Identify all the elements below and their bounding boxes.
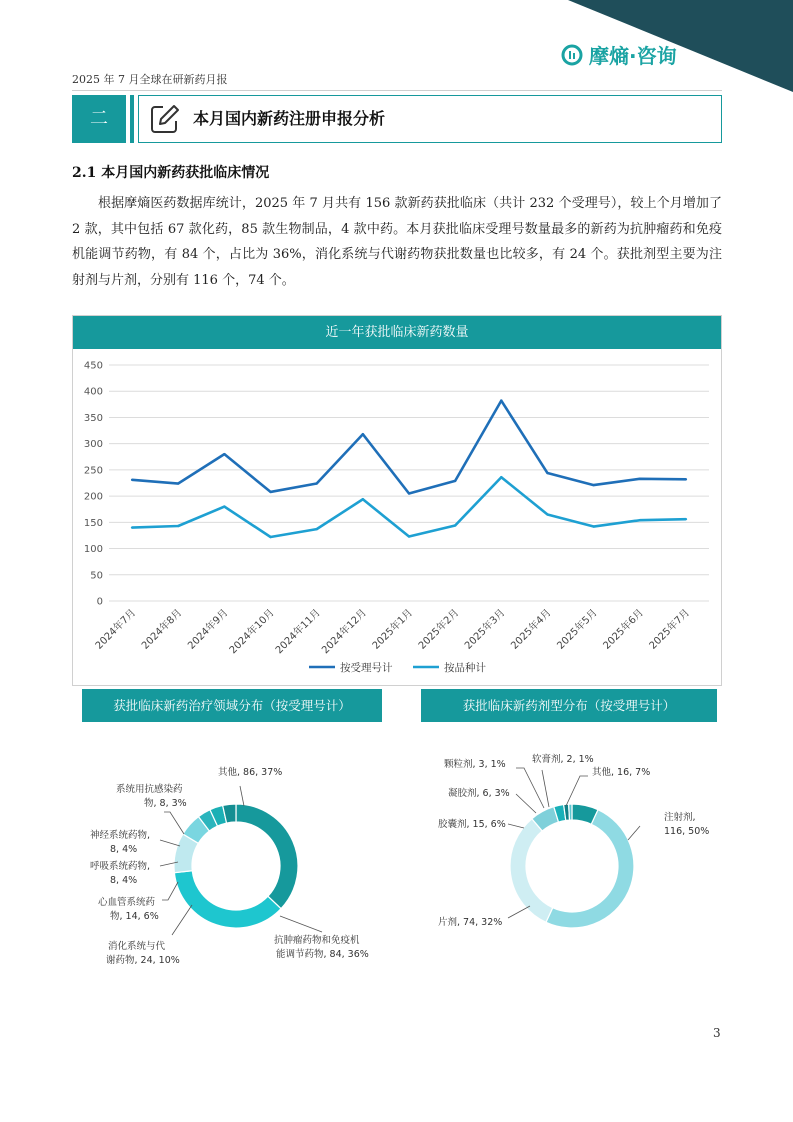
- pie2-label-gel: 凝胶剂, 6, 3%: [448, 788, 510, 799]
- data-point: [685, 518, 687, 520]
- subsection-heading: 2.1 本月国内新药获批临床情况: [72, 165, 270, 181]
- series-line-2: [132, 477, 686, 537]
- pie1-label-antiinf-2: 物, 8, 3%: [144, 798, 187, 809]
- data-point: [500, 399, 502, 401]
- section-title: 本月国内新药注册申报分析: [193, 109, 386, 128]
- pie1-label-digest-1: 消化系统与代: [108, 941, 166, 952]
- y-tick-label: 300: [83, 439, 103, 451]
- data-point: [500, 476, 502, 478]
- donut-slice: [174, 871, 281, 928]
- x-tick-label: 2025年5月: [555, 607, 600, 652]
- x-tick-label: 2024年7月: [93, 607, 139, 652]
- x-tick-label: 2025年4月: [509, 607, 554, 652]
- pie1-label-tumor-2: 能调节药物, 84, 36%: [276, 949, 369, 960]
- line-chart-panel: [72, 315, 722, 686]
- pie-area-chart: [72, 740, 392, 975]
- data-point: [223, 505, 225, 507]
- data-point: [454, 480, 456, 482]
- data-point: [592, 525, 594, 527]
- data-point: [685, 478, 687, 480]
- pie2-label-granule: 颗粒剂, 3, 1%: [444, 759, 506, 770]
- brand-logo-icon: [561, 44, 583, 66]
- data-point: [177, 525, 179, 527]
- y-tick-label: 100: [83, 544, 103, 556]
- summary-paragraph: 根据摩熵医药数据库统计，2025 年 7 月共有 156 款新药获批临床（共计 232 个受理号），较上个月增加了 2 款，其中包括 67 款化药，85 款生物制品，4 款中药。本月获批临床受理号数量最多的新药为抗肿瘤药和免疫机能调节药物，有 84 个，占比为 36%，消化系统与代谢药物获批数量也比较多，有 24 个。获批剂型主要为注射剂与片剂，分别有 116 个，74 个。: [72, 196, 722, 288]
- x-tick-label: 2024年12月: [320, 607, 369, 657]
- section-number: 二: [72, 95, 126, 143]
- line-chart-title: 近一年获批临床新药数量: [73, 316, 721, 349]
- x-tick-label: 2025年3月: [463, 607, 508, 652]
- data-point: [639, 519, 641, 521]
- x-tick-label: 2025年1月: [370, 607, 416, 652]
- data-point: [362, 433, 364, 435]
- pie1-label-antiinf-1: 系统用抗感染药: [116, 784, 183, 795]
- donut-slice: [236, 804, 298, 909]
- pie1-label-tumor-1: 抗肿瘤药物和免疫机: [274, 935, 360, 946]
- data-point: [131, 526, 133, 528]
- y-tick-label: 250: [83, 465, 103, 477]
- legend-label-1: 按受理号计: [340, 662, 393, 674]
- pie2-label-tablet: 片剂, 74, 32%: [438, 917, 503, 928]
- y-tick-label: 0: [96, 596, 103, 608]
- pie-form-chart: [420, 740, 720, 975]
- pie2-label-other: 其他, 16, 7%: [592, 767, 651, 778]
- pie2-label-inject-2: 116, 50%: [664, 826, 710, 837]
- legend-label-2: 按品种计: [444, 662, 486, 674]
- pie2-label-capsule: 胶囊剂, 15, 6%: [438, 819, 506, 830]
- pie2-label-inject-1: 注射剂,: [664, 812, 696, 823]
- data-point: [223, 453, 225, 455]
- page-number: 3: [713, 1026, 721, 1040]
- line-chart: [73, 349, 721, 685]
- x-tick-label: 2024年9月: [186, 607, 231, 652]
- y-tick-label: 150: [83, 517, 103, 529]
- x-tick-label: 2025年2月: [416, 607, 462, 652]
- x-tick-label: 2024年8月: [139, 607, 185, 652]
- report-title: 2025 年 7 月全球在研新药月报: [72, 73, 228, 86]
- pie1-label-other: 其他, 86, 37%: [218, 767, 283, 778]
- y-tick-label: 450: [83, 360, 103, 372]
- data-point: [315, 528, 317, 530]
- data-point: [639, 478, 641, 480]
- edit-pen-icon: [149, 103, 181, 135]
- x-tick-label: 2024年11月: [273, 607, 323, 657]
- section-title-box: [138, 95, 722, 143]
- pie1-label-cardio-2: 物, 14, 6%: [110, 911, 159, 922]
- pie1-label-neuro-1: 神经系统药物,: [90, 830, 151, 841]
- data-point: [362, 498, 364, 500]
- header-divider: [72, 90, 722, 91]
- pie1-label-cardio-1: 心血管系统药: [98, 897, 156, 908]
- y-tick-label: 50: [90, 570, 103, 582]
- brand-name: 摩熵·咨询: [589, 44, 677, 68]
- brand-logo: [561, 40, 677, 69]
- y-tick-label: 400: [83, 386, 103, 398]
- donut-slice: [569, 804, 572, 820]
- data-point: [454, 524, 456, 526]
- x-tick-label: 2024年10月: [227, 607, 277, 657]
- data-point: [131, 479, 133, 481]
- y-tick-label: 200: [83, 491, 103, 503]
- data-point: [592, 484, 594, 486]
- data-point: [408, 535, 410, 537]
- pie1-label-resp-1: 呼吸系统药物,: [90, 861, 151, 872]
- data-point: [546, 472, 548, 474]
- section-heading: [72, 95, 722, 143]
- data-point: [177, 482, 179, 484]
- data-point: [269, 536, 271, 538]
- data-point: [269, 491, 271, 493]
- data-point: [546, 513, 548, 515]
- data-point: [408, 492, 410, 494]
- y-tick-label: 350: [83, 412, 103, 424]
- pie1-label-resp-2: 8, 4%: [110, 875, 138, 886]
- x-tick-label: 2025年7月: [647, 607, 693, 652]
- donut-slice: [546, 810, 634, 928]
- series-line-1: [132, 401, 686, 494]
- section-accent-bar: [130, 95, 134, 143]
- x-tick-label: 2025年6月: [601, 607, 646, 652]
- pie2-label-ointment: 软膏剂, 2, 1%: [532, 754, 594, 765]
- pie-form-title: 获批临床新药剂型分布（按受理号计）: [421, 689, 717, 722]
- pie1-label-neuro-2: 8, 4%: [110, 844, 138, 855]
- donut-slice: [510, 819, 553, 923]
- data-point: [315, 482, 317, 484]
- pie1-label-digest-2: 谢药物, 24, 10%: [106, 955, 180, 966]
- pie-area-title: 获批临床新药治疗领域分布（按受理号计）: [82, 689, 382, 722]
